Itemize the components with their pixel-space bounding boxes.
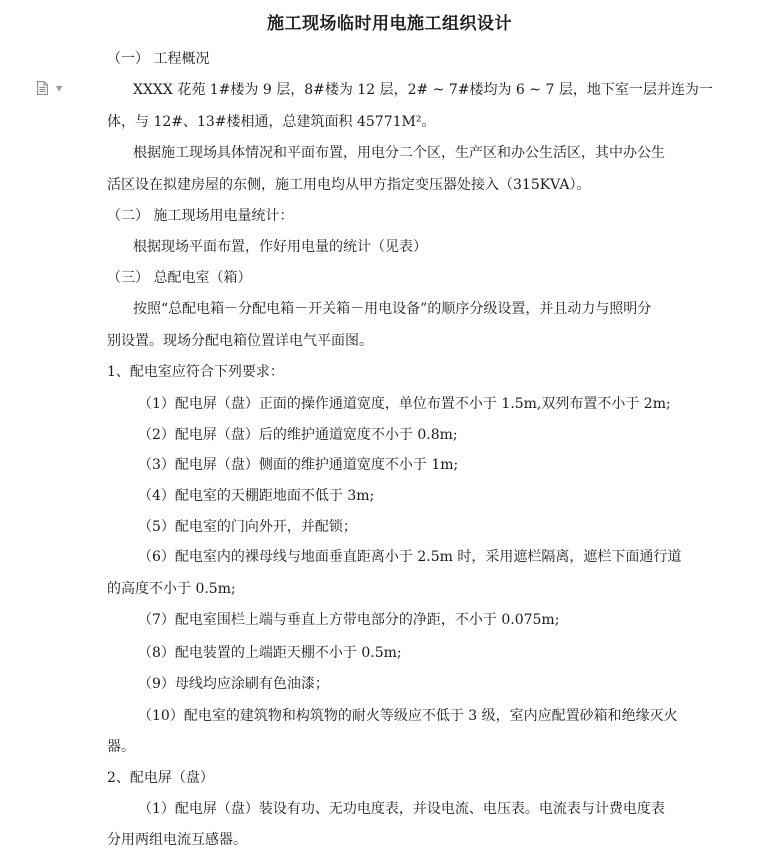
list-item: （8）配电装置的上端距天棚不小于 0.5m; [138, 645, 402, 661]
list-item: （1）配电屏（盘）正面的操作通道宽度，单位布置不小于 1.5m,双列布置不小于 2m; [138, 396, 671, 412]
subheading: 2、配电屏（盘） [107, 770, 214, 786]
list-item: （10）配电室的建筑物和构筑物的耐火等级应不低于 3 级，室内应配置砂箱和绝缘灭火 [138, 708, 678, 724]
list-item: （9）母线均应涂刷有色油漆； [138, 676, 329, 692]
list-item: （1）配电屏（盘）装设有功、无功电度表，并设电流、电压表。电流表与计费电度表 [138, 801, 665, 817]
list-item-continuation: 器。 [107, 739, 135, 755]
subheading: 1、配电室应符合下列要求： [107, 364, 284, 380]
document-title: 施工现场临时用电施工组织设计 [267, 14, 512, 34]
list-item: （7）配电室围栏上端与垂直上方带电部分的净距，不小于 0.075m; [138, 612, 560, 628]
list-item: （4）配电室的天棚距地面不低于 3m; [138, 488, 375, 504]
paragraph-line: 体，与 12#、13#楼相通，总建筑面积 45771M²。 [107, 114, 436, 130]
list-item-continuation: 分用两组电流互感器。 [107, 832, 247, 848]
document-icon[interactable] [37, 81, 48, 95]
section-heading-2: （二） 施工现场用电量统计： [107, 208, 294, 224]
list-item: （6）配电室内的裸母线与地面垂直距离小于 2.5m 时，采用遮栏隔离，遮栏下面通行道 [138, 549, 682, 565]
list-item-continuation: 的高度不小于 0.5m; [107, 581, 236, 597]
list-item: （5）配电室的门向外开，并配锁； [138, 519, 357, 535]
list-item: （3）配电屏（盘）侧面的维护通道宽度不小于 1m; [138, 457, 459, 473]
paragraph-line: 别设置。现场分配电箱位置详电气平面图。 [107, 333, 373, 349]
section-heading-1: （一） 工程概况 [107, 51, 210, 67]
paragraph-line: XXXX 花苑 1#楼为 9 层，8#楼为 12 层，2# ~ 7#楼均为 6 ~ 7 层，地下室一层并连为一 [133, 82, 713, 98]
paragraph-line: 活区设在拟建房屋的东侧，施工用电均从甲方指定变压器处接入（315KVA）。 [107, 177, 591, 193]
paragraph-line: 根据现场平面布置，作好用电量的统计（见表） [133, 239, 427, 255]
paragraph-line: 根据施工现场具体情况和平面布置，用电分二个区，生产区和办公生活区，其中办公生 [133, 145, 665, 161]
list-item: （2）配电屏（盘）后的维护通道宽度不小于 0.8m; [138, 427, 458, 443]
dropdown-triangle-icon[interactable]: ▼ [56, 84, 63, 93]
paragraph-line: 按照“总配电箱－分配电箱－开关箱－用电设备”的顺序分级设置，并且动力与照明分 [133, 301, 652, 317]
section-heading-3: （三） 总配电室（箱） [107, 270, 252, 286]
